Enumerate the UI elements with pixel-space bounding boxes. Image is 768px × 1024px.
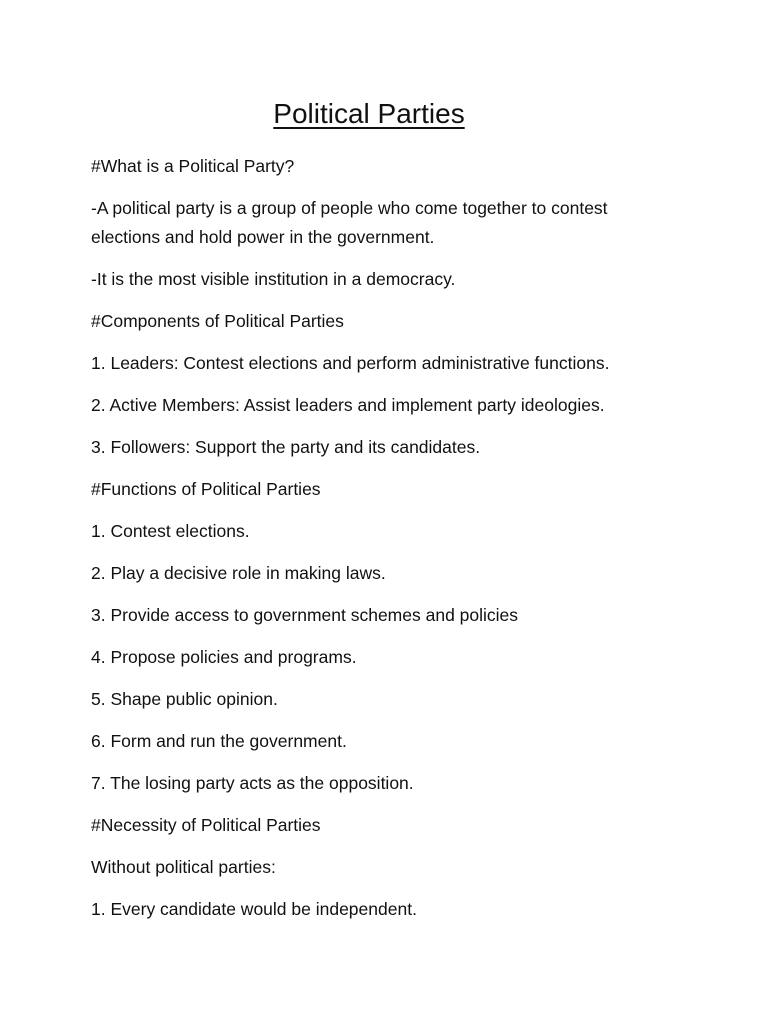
list-item: 1. Every candidate would be independent. (91, 899, 417, 919)
list-item: 4. Propose policies and programs. (91, 647, 357, 667)
list-item: 3. Followers: Support the party and its candidates. (91, 437, 481, 457)
definition-paragraph: -A political party is a group of people who come together to contest elections and hold power in the government. (91, 198, 608, 247)
list-item: 2. Play a decisive role in making laws. (91, 563, 386, 583)
heading-components: #Components of Political Parties (91, 311, 344, 331)
page-title: Political Parties (273, 98, 465, 129)
heading-what-is-party: #What is a Political Party? (91, 156, 295, 176)
list-item: 6. Form and run the government. (91, 731, 347, 751)
list-item: 3. Provide access to government schemes and policies (91, 605, 519, 625)
necessity-intro: Without political parties: (91, 857, 276, 877)
list-item: 1. Leaders: Contest elections and perform administrative functions. (91, 353, 610, 373)
visibility-paragraph: -It is the most visible institution in a democracy. (91, 269, 456, 289)
list-item: 1. Contest elections. (91, 521, 250, 541)
list-item: 5. Shape public opinion. (91, 689, 278, 709)
list-item: 2. Active Members: Assist leaders and implement party ideologies. (91, 395, 605, 415)
heading-functions: #Functions of Political Parties (91, 479, 321, 499)
heading-necessity: #Necessity of Political Parties (91, 815, 321, 835)
list-item: 7. The losing party acts as the opposition. (91, 773, 414, 793)
